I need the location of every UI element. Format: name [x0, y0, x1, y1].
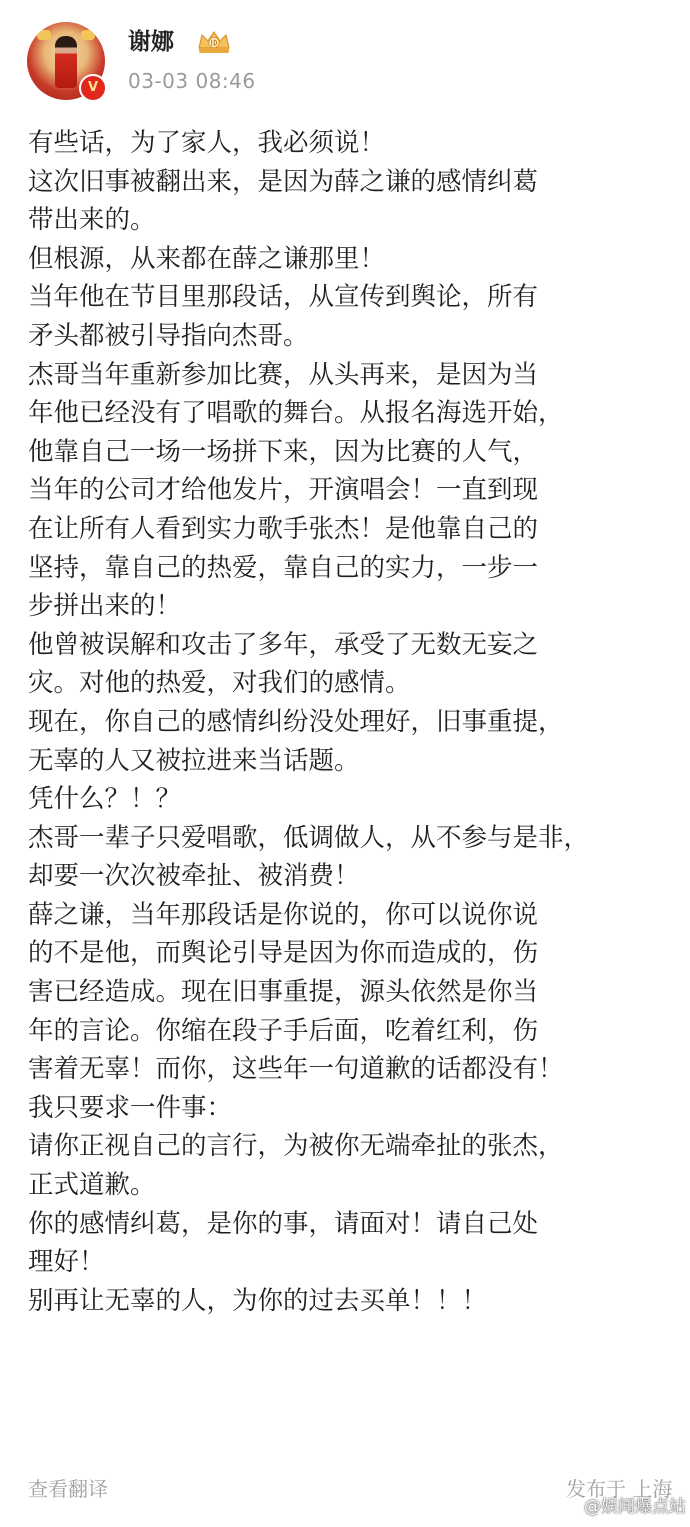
post-header — [0, 0, 690, 112]
content-line: 杰哥一辈子只爱唱歌，低调做人，从不参与是非， — [28, 822, 590, 853]
content-line: 我只要求一件事： — [28, 1092, 233, 1123]
content-line: 矛头都被引导指向杰哥。 — [28, 320, 309, 351]
avatar-decoration — [81, 30, 95, 40]
watermark: @娱闻爆点站 — [584, 1497, 686, 1517]
member-crown-badge-icon[interactable] — [196, 28, 232, 56]
content-line: 灾。对他的热爱，对我们的感情。 — [28, 668, 411, 699]
content-line: 却要一次次被牵扯、被消费！ — [28, 861, 360, 892]
content-line: 现在，你自己的感情纠纷没处理好，旧事重提， — [28, 706, 564, 737]
content-line: 你的感情纠葛，是你的事，请面对！请自己处 — [28, 1208, 539, 1239]
content-line: 的不是他，而舆论引导是因为你而造成的，伤 — [28, 938, 539, 969]
content-line: 薛之谦，当年那段话是你说的，你可以说你说 — [28, 899, 539, 930]
content-line: 坚持，靠自己的热爱，靠自己的实力，一步一 — [28, 552, 539, 583]
content-line: 无辜的人又被拉进来当话题。 — [28, 745, 360, 776]
content-line: 凭什么？！？ — [28, 784, 182, 815]
content-line: 年的言论。你缩在段子手后面，吃着红利，伤 — [28, 1015, 539, 1046]
translate-link[interactable]: 查看翻译 — [28, 1477, 108, 1501]
content-line: 这次旧事被翻出来，是因为薛之谦的感情纠葛 — [28, 166, 539, 197]
content-line: 正式道歉。 — [28, 1170, 156, 1201]
content-line: 年他已经没有了唱歌的舞台。从报名海选开始， — [28, 398, 564, 429]
content-line: 步拼出来的！ — [28, 591, 182, 622]
content-line: 但根源，从来都在薛之谦那里！ — [28, 243, 386, 274]
author-name[interactable]: 谢娜 — [128, 29, 174, 55]
avatar-figure — [55, 36, 77, 88]
content-line: 有些话，为了家人，我必须说！ — [28, 128, 386, 158]
content-line: 杰哥当年重新参加比赛，从头再来，是因为当 — [28, 359, 539, 390]
content-line: 请你正视自己的言行，为被你无端牵扯的张杰， — [28, 1131, 564, 1162]
content-line: 他靠自己一场一场拼下来，因为比赛的人气， — [28, 436, 539, 467]
content-line: 当年的公司才给他发片，开演唱会！一直到现 — [28, 475, 539, 506]
post-timestamp: 03-03 08:46 — [128, 69, 256, 93]
post-content — [28, 124, 668, 1320]
content-line: 当年他在节目里那段话，从宣传到舆论，所有 — [28, 282, 539, 313]
content-line: 带出来的。 — [28, 205, 156, 236]
content-line: 他曾被误解和攻击了多年，承受了无数无妄之 — [28, 629, 539, 660]
content-line: 理好！ — [28, 1247, 105, 1278]
author-avatar[interactable] — [27, 22, 105, 100]
content-line: 害着无辜！而你，这些年一句道歉的话都没有！ — [28, 1054, 564, 1085]
content-line: 在让所有人看到实力歌手张杰！是他靠自己的 — [28, 513, 539, 544]
verified-badge-icon: V — [79, 74, 107, 102]
post-location: 发布于 上海 — [566, 1477, 673, 1501]
content-line: 别再让无辜的人，为你的过去买单！！！ — [28, 1285, 488, 1316]
avatar-decoration — [37, 30, 51, 40]
content-line: 害已经造成。现在旧事重提，源头依然是你当 — [28, 977, 539, 1008]
